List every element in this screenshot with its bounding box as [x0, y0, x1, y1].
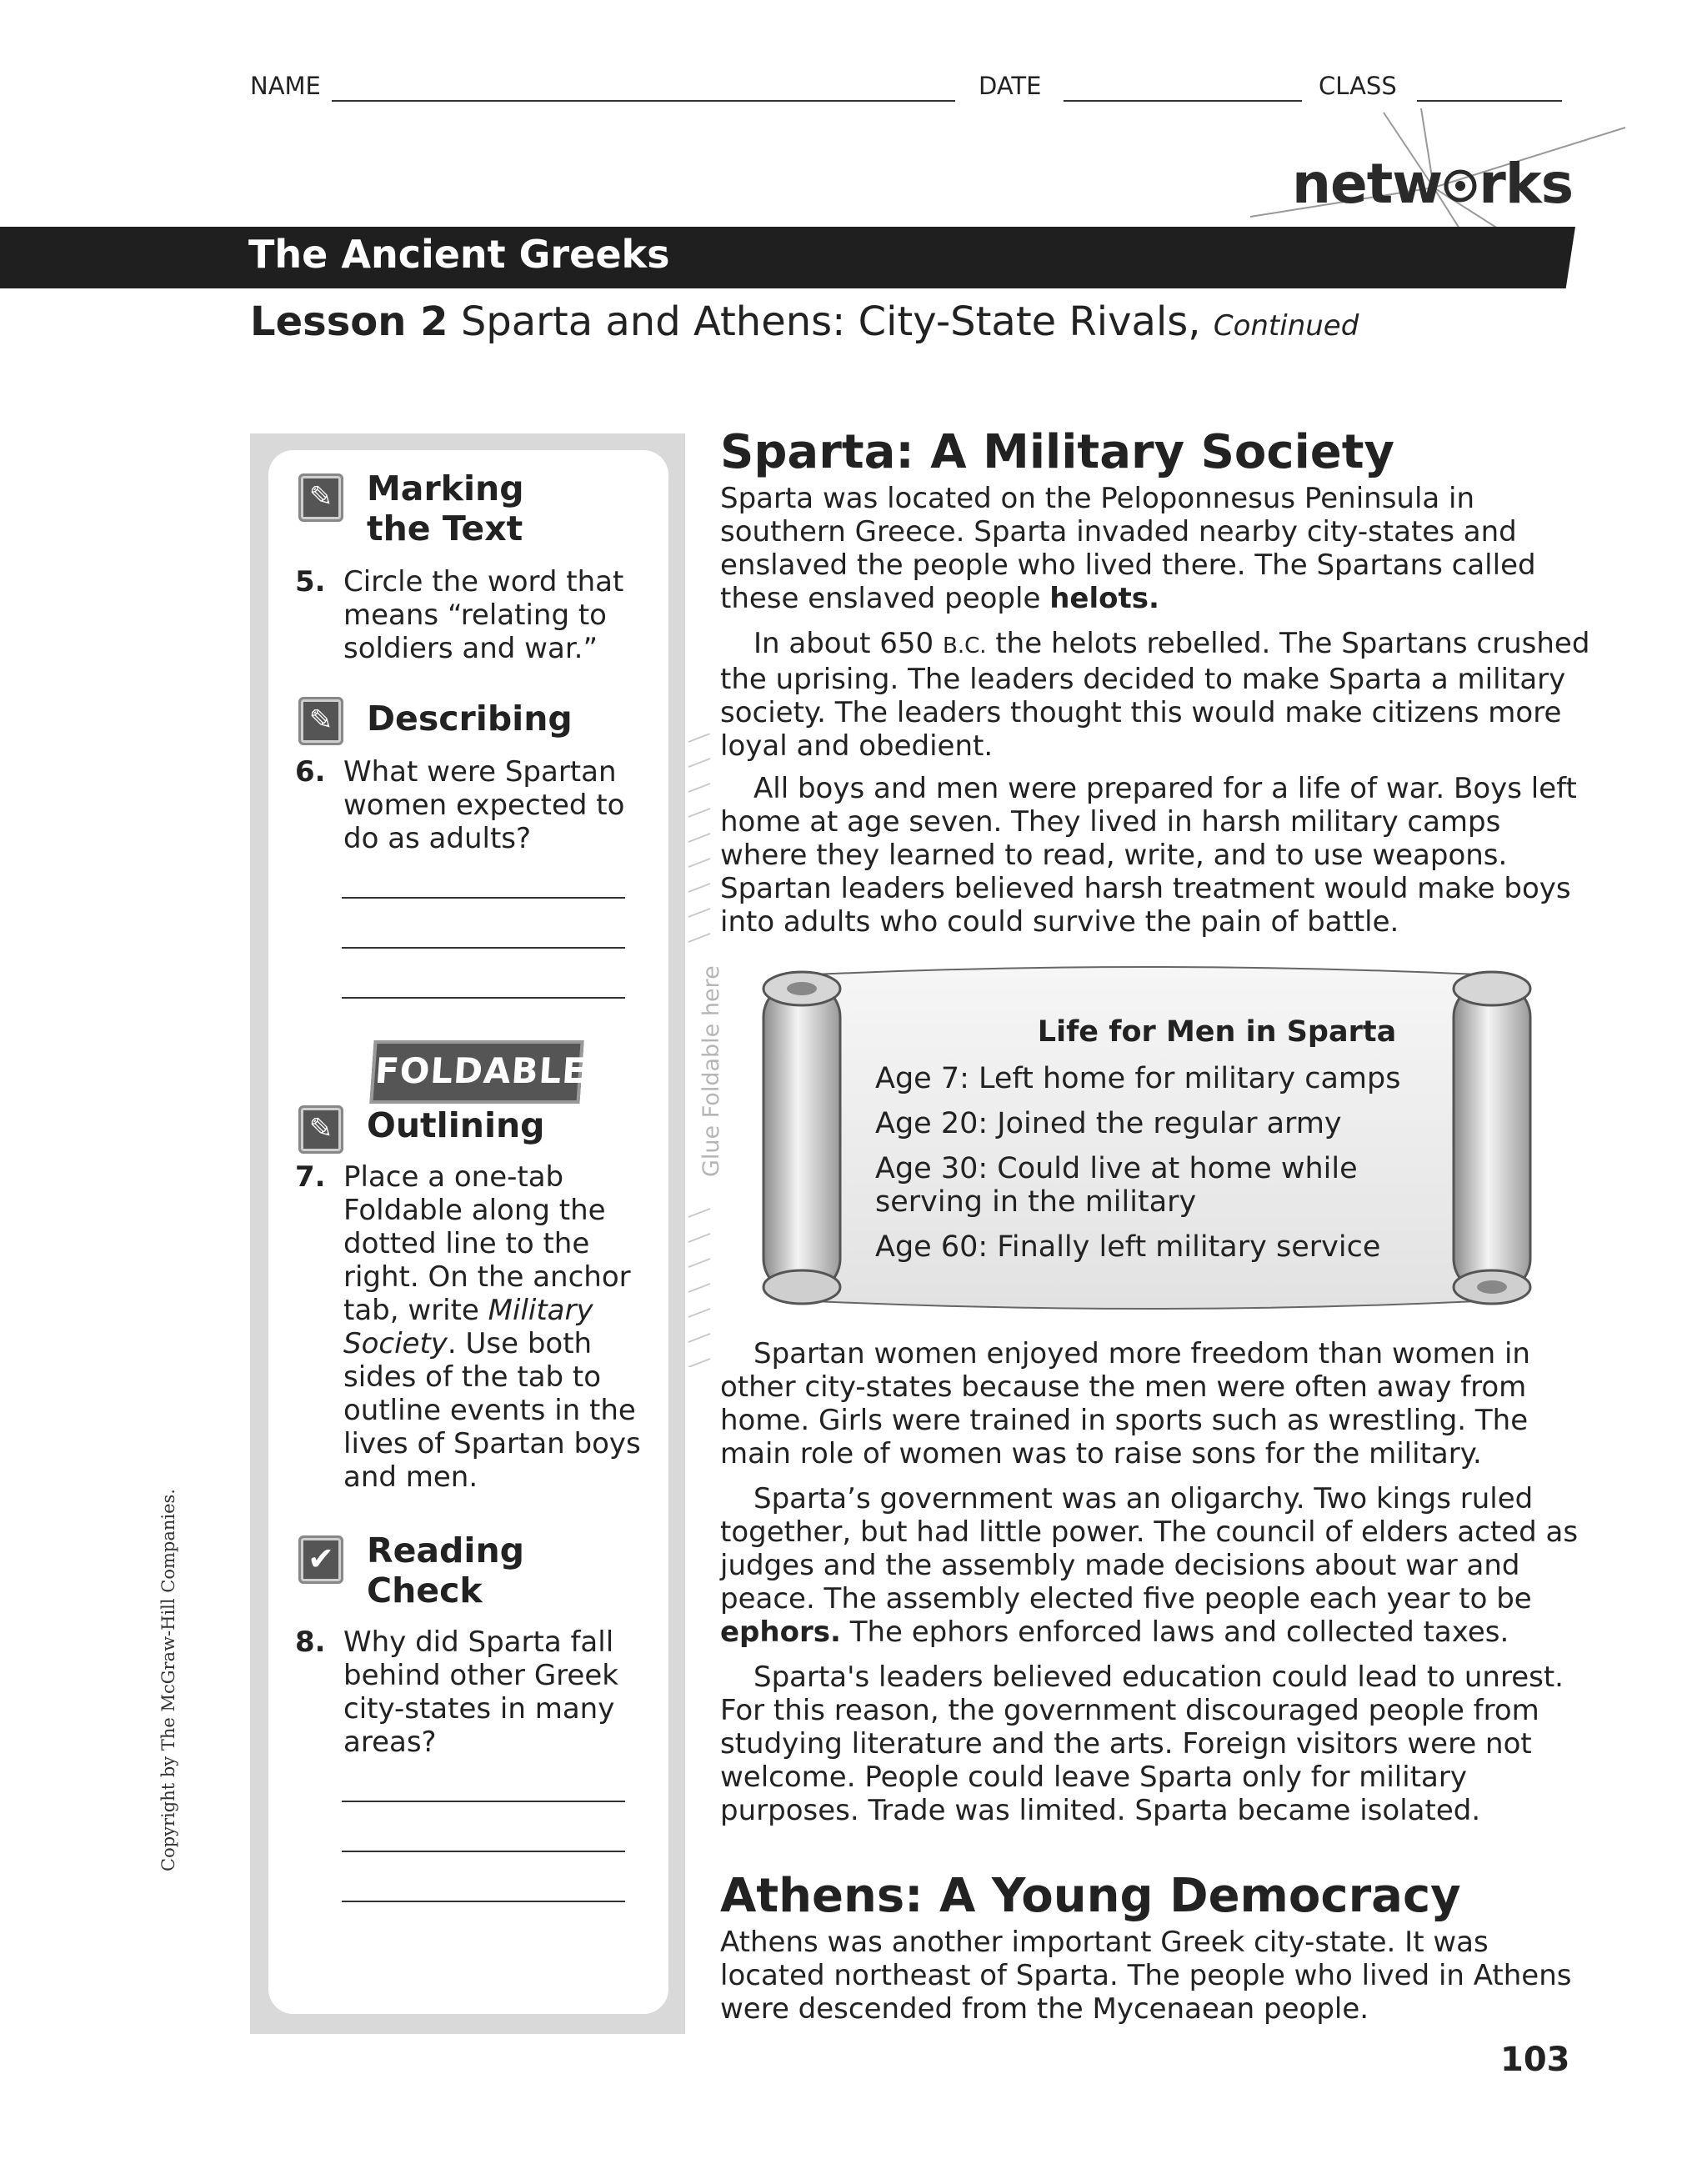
- paragraph-3: All boys and men were prepared for a life of war. Boys left home at age seven. They lived in harsh military camps where they learned to read, write, and to use weapons. Spartan leaders believed harsh treatment would make boys into adults who could survive the pain of battle.: [720, 772, 1577, 939]
- name-label: NAME: [250, 72, 321, 100]
- paragraph-1: Sparta was located on the Peloponnesus Peninsula in southern Greece. Sparta invaded nearby city-states and enslaved the people who lived there. The Spartans called these enslaved people helots.: [720, 482, 1536, 615]
- answer-line-8c[interactable]: [342, 1901, 625, 1902]
- scroll-line-4: Age 60: Finally left military service: [875, 1230, 1381, 1264]
- foldables-logo: FOLDABLES: [369, 1040, 583, 1104]
- date-field[interactable]: [1064, 100, 1302, 102]
- marking-icon: ✎: [298, 473, 343, 522]
- sparta-heading: Sparta: A Military Society: [720, 425, 1395, 479]
- paragraph-4: Spartan women enjoyed more freedom than women in other city-states because the men were often away from home. Girls were trained in sports such as wrestling. The main role of women was to raise sons for the military.: [720, 1337, 1530, 1470]
- lesson-title: Lesson 2 Sparta and Athens: City-State Rivals, Continued: [250, 298, 1359, 345]
- answer-line-6c[interactable]: [342, 997, 625, 999]
- describing-heading: Describing: [367, 699, 573, 739]
- scroll-line-3a: Age 30: Could live at home while: [875, 1152, 1358, 1185]
- class-field[interactable]: [1417, 100, 1562, 102]
- name-field[interactable]: [332, 100, 955, 102]
- paragraph-7: Athens was another important Greek city-state. It was located northeast of Sparta. The people who lived in Athens were descended from the Mycenaean people.: [720, 1926, 1572, 2026]
- scroll-left-roll: [763, 972, 840, 1304]
- paragraph-6: Sparta's leaders believed education could lead to unrest. For this reason, the government discouraged people from studying literature and the arts. Foreign visitors were not welcome. People could leave Sparta only for military purposes. Trade was limited. Sparta became isolated.: [720, 1661, 1564, 1827]
- outlining-icon: ✎: [298, 1105, 343, 1154]
- answer-line-8b[interactable]: [342, 1851, 625, 1852]
- question-7: 7. Place a one-tab Foldable along the dotted line to the right. On the anchor tab, write Military Society. Use both sides of the tab to outline events in the lives of Spartan boys and men.: [295, 1160, 641, 1494]
- networks-logo: netw rks: [1292, 152, 1574, 216]
- athens-heading: Athens: A Young Democracy: [720, 1869, 1461, 1923]
- scroll-title: Life for Men in Sparta: [1037, 1015, 1397, 1049]
- date-label: DATE: [979, 72, 1042, 100]
- class-label: CLASS: [1319, 72, 1397, 100]
- scroll-line-3b: serving in the military: [875, 1185, 1197, 1219]
- scroll-line-2: Age 20: Joined the regular army: [875, 1107, 1342, 1140]
- paragraph-5: Sparta’s government was an oligarchy. Two kings ruled together, but had little power. The council of elders acted as judges and the assembly made decisions about war and peace. The assembly elected five people each year to be ephors. The ephors enforced laws and collected taxes.: [720, 1482, 1579, 1649]
- question-5: 5. Circle the word that means “relating to soldiers and war.”: [295, 565, 624, 665]
- question-6: 6. What were Spartan women expected to do as adults?: [295, 755, 625, 855]
- reading-check-heading: Reading Check: [367, 1530, 524, 1610]
- paragraph-2: In about 650 B.C. the helots rebelled. The Spartans crushed the uprising. The leaders decided to make Sparta a military society. The leaders thought this would make citizens more loyal and obedient.: [720, 627, 1590, 763]
- chapter-title: The Ancient Greeks: [248, 232, 670, 277]
- form-header: [250, 72, 1567, 105]
- glue-foldable-label: Glue Foldable here: [698, 965, 724, 1177]
- question-8: 8. Why did Sparta fall behind other Greek city-states in many areas?: [295, 1625, 618, 1759]
- answer-line-6b[interactable]: [342, 947, 625, 949]
- checkmark-icon: ✔: [298, 1535, 343, 1584]
- chapter-banner: [0, 227, 1575, 288]
- marking-heading: Marking the Text: [367, 468, 524, 549]
- copyright-notice: Copyright by The McGraw-Hill Companies.: [158, 1489, 178, 1871]
- scroll-line-1: Age 7: Left home for military camps: [875, 1062, 1401, 1095]
- page-number: 103: [1500, 2041, 1570, 2079]
- answer-line-8a[interactable]: [342, 1801, 625, 1802]
- answer-line-6a[interactable]: [342, 897, 625, 899]
- describing-icon: ✎: [298, 697, 343, 745]
- globe-o-icon: [1442, 152, 1479, 216]
- outlining-heading: Outlining: [367, 1105, 545, 1145]
